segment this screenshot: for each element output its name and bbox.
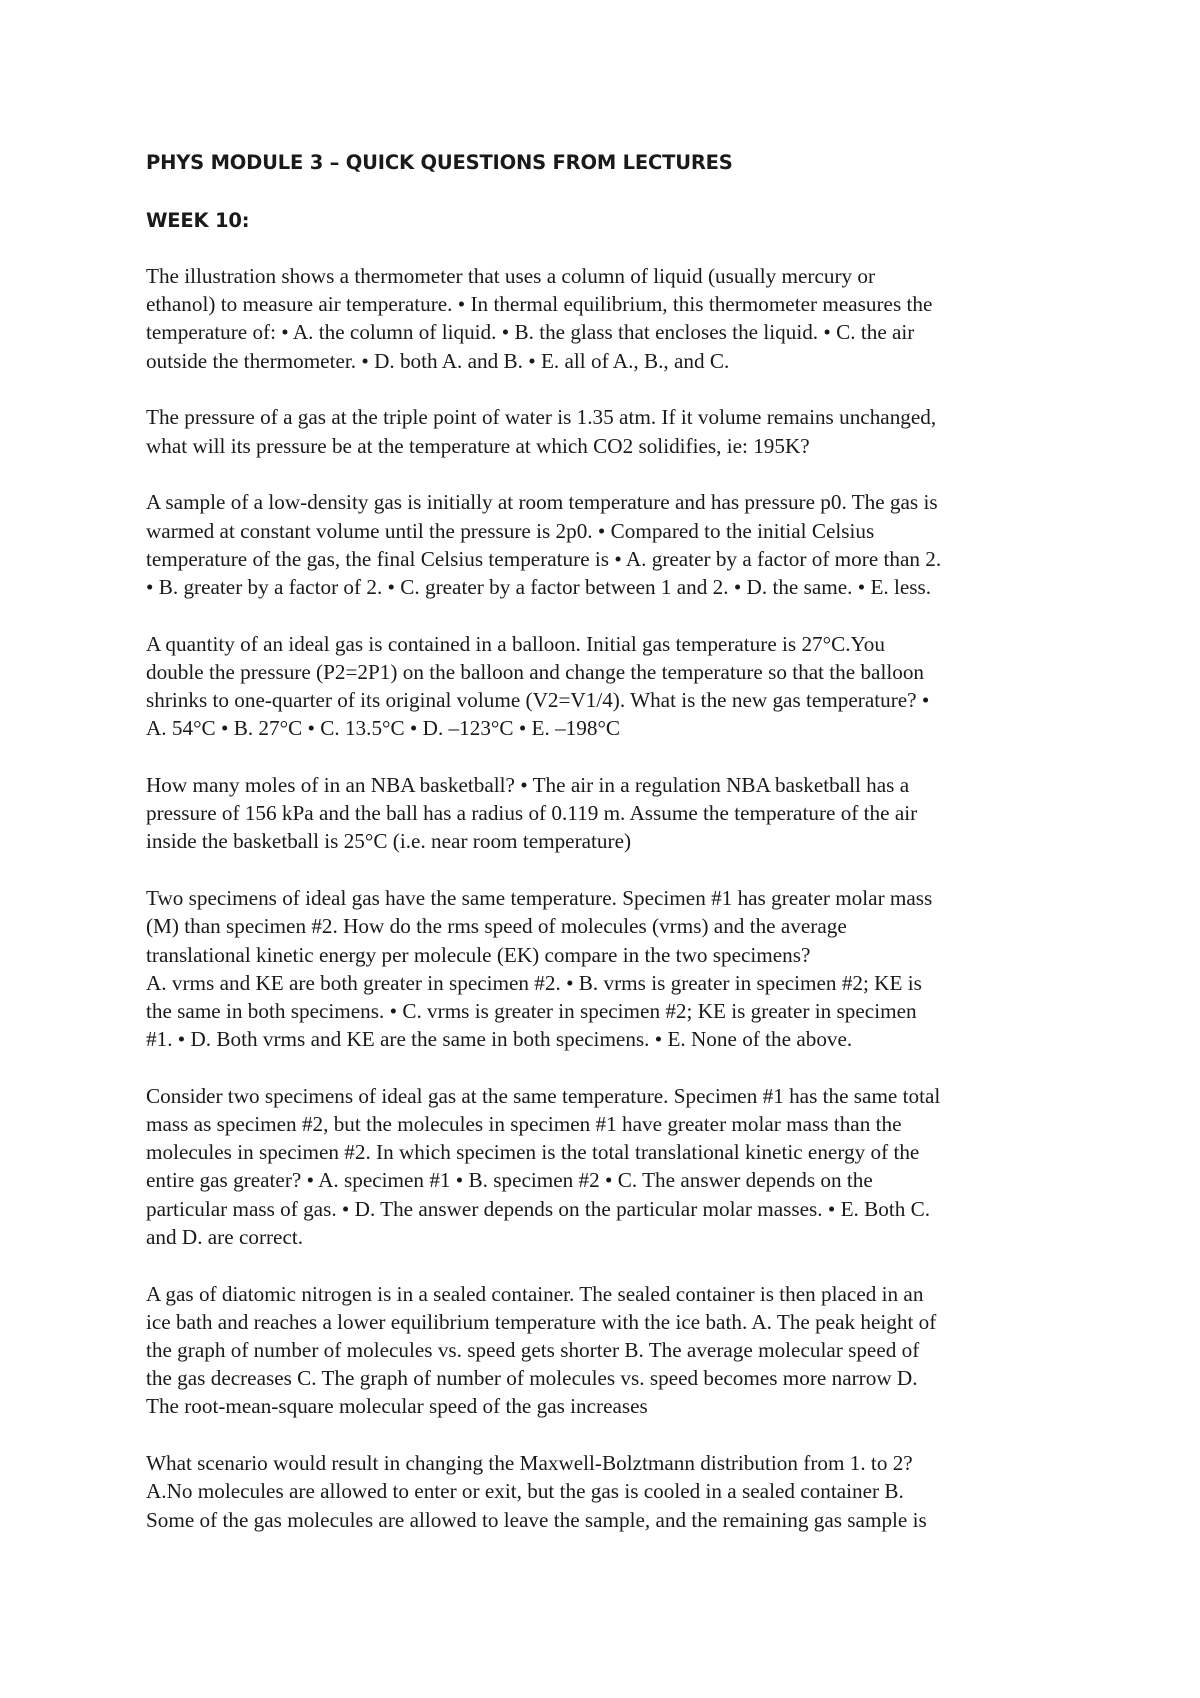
text-line: A.No molecules are allowed to enter or exit, but the gas is cooled in a sealed container B.	[146, 1479, 904, 1504]
text-line: A. 54°C • B. 27°C • C. 13.5°C • D. –123°C • E. –198°C	[146, 716, 621, 741]
question-paragraph	[0, 1082, 1200, 1251]
text-line: Some of the gas molecules are allowed to leave the sample, and the remaining gas sample is	[146, 1507, 927, 1532]
text-line: translational kinetic energy per molecule (EK) compare in the two specimens?	[146, 942, 811, 967]
section-heading: WEEK 10:	[146, 209, 250, 232]
question-paragraph	[0, 1280, 1200, 1421]
text-line: What scenario would result in changing the Maxwell-Bolztmann distribution from 1. to 2?	[146, 1451, 913, 1476]
text-line: A. vrms and KE are both greater in specimen #2. • B. vrms is greater in specimen #2; KE is	[146, 970, 922, 995]
question-paragraph	[0, 884, 1200, 1053]
text-line: mass as specimen #2, but the molecules in specimen #1 have greater molar mass than the	[146, 1112, 902, 1137]
text-line: entire gas greater? • A. specimen #1 • B. specimen #2 • C. The answer depends on the	[146, 1168, 873, 1193]
text-line: (M) than specimen #2. How do the rms speed of molecules (vrms) and the average	[146, 914, 847, 939]
text-line: #1. • D. Both vrms and KE are the same in both specimens. • E. None of the above.	[146, 1027, 853, 1052]
text-line: The root-mean-square molecular speed of the gas increases	[146, 1394, 648, 1419]
text-line: what will its pressure be at the temperature at which CO2 solidifies, ie: 195K?	[146, 433, 810, 458]
question-paragraph	[0, 1449, 1200, 1534]
text-line: ice bath and reaches a lower equilibrium temperature with the ice bath. A. The peak height of	[146, 1309, 937, 1334]
text-line: and D. are correct.	[146, 1224, 304, 1249]
text-line: the gas decreases C. The graph of number of molecules vs. speed becomes more narrow D.	[146, 1366, 918, 1391]
text-line: outside the thermometer. • D. both A. and B. • E. all of A., B., and C.	[146, 348, 730, 373]
question-paragraph	[0, 488, 1200, 601]
text-line: temperature of: • A. the column of liquid. • B. the glass that encloses the liquid. • C. the air	[146, 320, 915, 345]
text-line: Two specimens of ideal gas have the same temperature. Specimen #1 has greater molar mass	[146, 886, 933, 911]
text-line: A gas of diatomic nitrogen is in a sealed container. The sealed container is then placed in an	[146, 1281, 924, 1306]
text-line: • B. greater by a factor of 2. • C. greater by a factor between 1 and 2. • D. the same. • E. less.	[146, 574, 932, 599]
text-line: pressure of 156 kPa and the ball has a radius of 0.119 m. Assume the temperature of the air	[146, 801, 918, 826]
text-line: shrinks to one-quarter of its original volume (V2=V1/4). What is the new gas temperature? •	[146, 688, 930, 713]
text-line: particular mass of gas. • D. The answer depends on the particular molar masses. • E. Both C.	[146, 1196, 931, 1221]
document-title: PHYS MODULE 3 – QUICK QUESTIONS FROM LECTURES	[146, 151, 733, 174]
text-line: A sample of a low-density gas is initially at room temperature and has pressure p0. The gas is	[146, 490, 938, 515]
text-line: warmed at constant volume until the pressure is 2p0. • Compared to the initial Celsius	[146, 518, 875, 543]
text-line: double the pressure (P2=2P1) on the balloon and change the temperature so that the balloon	[146, 659, 925, 684]
question-paragraph	[0, 630, 1200, 743]
text-line: The pressure of a gas at the triple point of water is 1.35 atm. If it volume remains unchanged,	[146, 405, 937, 430]
question-paragraph	[0, 262, 1200, 375]
text-line: How many moles of in an NBA basketball? • The air in a regulation NBA basketball has a	[146, 773, 910, 797]
question-paragraph	[0, 403, 1200, 459]
text-line: Consider two specimens of ideal gas at the same temperature. Specimen #1 has the same total	[146, 1083, 941, 1108]
question-list	[0, 262, 1200, 1562]
text-line: temperature of the gas, the final Celsius temperature is • A. greater by a factor of more than 2.	[146, 546, 942, 571]
text-line: A quantity of an ideal gas is contained in a balloon. Initial gas temperature is 27°C.You	[146, 631, 885, 656]
text-line: molecules in specimen #2. In which specimen is the total translational kinetic energy of the	[146, 1140, 920, 1165]
text-line: the graph of number of molecules vs. speed gets shorter B. The average molecular speed of	[146, 1337, 920, 1362]
text-line: ethanol) to measure air temperature. • In thermal equilibrium, this thermometer measures the	[146, 292, 933, 317]
text-line: The illustration shows a thermometer that uses a column of liquid (usually mercury or	[146, 264, 876, 288]
text-line: inside the basketball is 25°C (i.e. near room temperature)	[146, 829, 632, 854]
question-paragraph	[0, 771, 1200, 856]
text-line: the same in both specimens. • C. vrms is greater in specimen #2; KE is greater in specimen	[146, 998, 917, 1023]
